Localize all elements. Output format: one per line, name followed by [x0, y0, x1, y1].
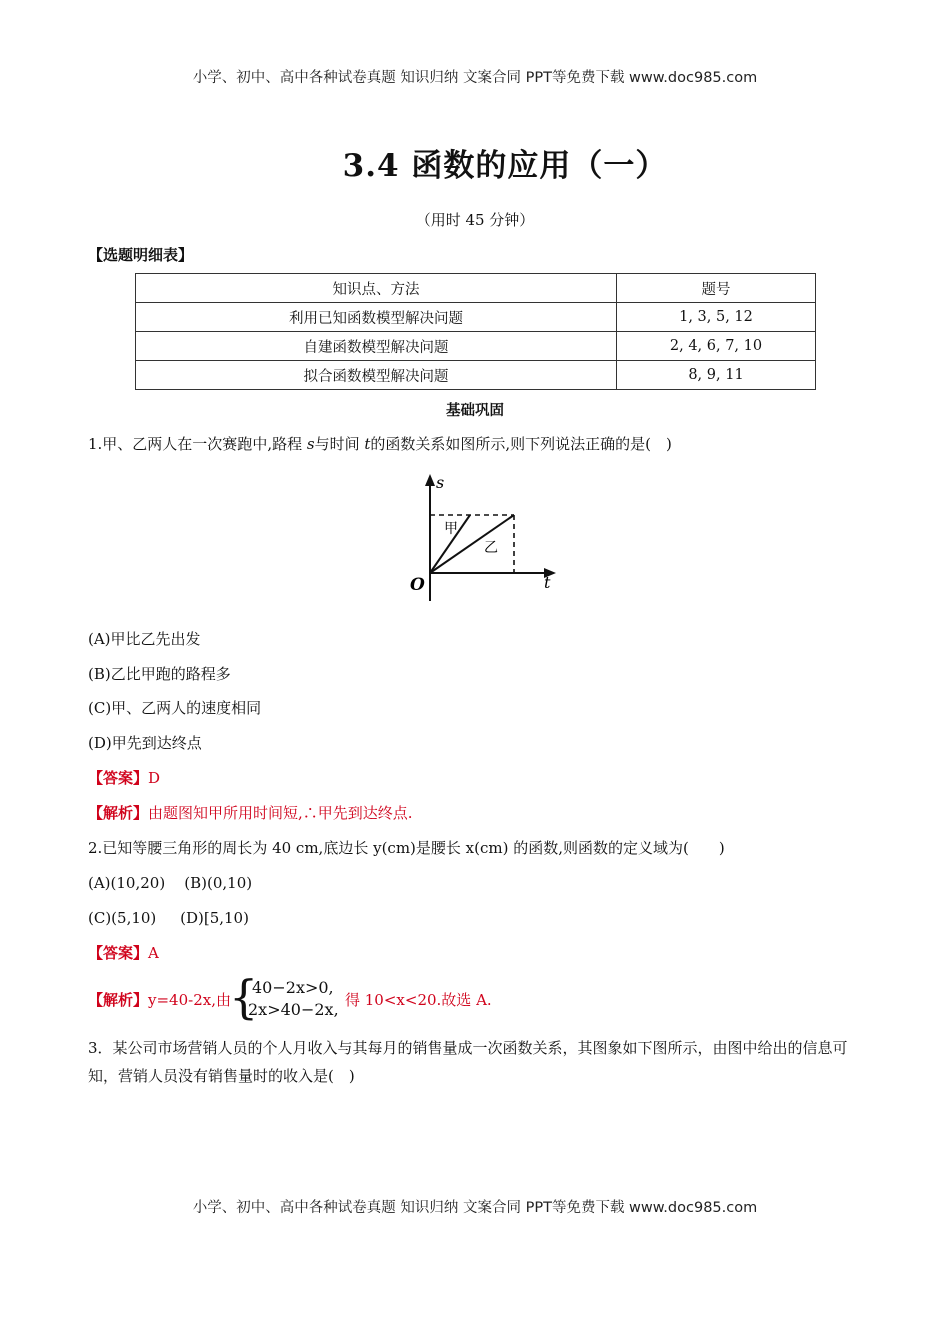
- table-row: [136, 303, 816, 332]
- q1-option-a: (A)甲比乙先出发: [88, 630, 201, 648]
- table-cell: 拟合函数模型解决问题: [136, 361, 617, 390]
- q2-options-2: (C)(5,10) (D)[5,10): [88, 909, 249, 927]
- q1-option-c: (C)甲、乙两人的速度相同: [88, 699, 262, 717]
- table-row: [136, 332, 816, 361]
- axis-label-t: t: [544, 573, 551, 592]
- q1-figure: [404, 470, 560, 606]
- page-footer: 小学、初中、高中各种试卷真题 知识归纳 文案合同 PPT等免费下载 www.doc985.com: [192, 1200, 758, 1216]
- topic-table: [135, 273, 816, 390]
- q2-options-1: (A)(10,20) (B)(0,10): [88, 874, 253, 892]
- table-cell: 自建函数模型解决问题: [136, 332, 617, 361]
- system-line-2: 2x>40−2x,: [248, 1000, 339, 1019]
- page-header: 小学、初中、高中各种试卷真题 知识归纳 文案合同 PPT等免费下载 www.doc985.com: [192, 70, 758, 86]
- line-label-yi: 乙: [484, 540, 498, 556]
- axis-label-s: s: [436, 473, 445, 492]
- table-label: 【选题明细表】: [88, 246, 194, 264]
- q1-analysis: 【解析】由题图知甲所用时间短,∴甲先到达终点.: [88, 804, 413, 822]
- system-line-1: 40−2x>0,: [252, 978, 334, 997]
- table-cell: 1, 3, 5, 12: [617, 303, 816, 332]
- table-cell: 8, 9, 11: [617, 361, 816, 390]
- table-header: 题号: [617, 274, 816, 303]
- section-title: 基础巩固: [446, 402, 504, 419]
- q3-stem: 3．某公司市场营销人员的个人月收入与其每月的销售量成一次函数关系，其图象如下图所示，由图中给出的信息可知，营销人员没有销售量时的收入是( ): [88, 1039, 848, 1085]
- page-title: 3.4 函数的应用（一）: [342, 148, 668, 184]
- q2-analysis-post: 得 10<x<20.故选 A.: [345, 991, 492, 1009]
- line-label-jia: 甲: [444, 521, 458, 537]
- q2-analysis-pre: 【解析】y=40-2x,由: [88, 991, 231, 1009]
- system-brace: {: [229, 970, 259, 1024]
- q1-answer: 【答案】D: [88, 769, 161, 787]
- q1-stem: 1.甲、乙两人在一次赛跑中,路程 s与时间 t的函数关系如图所示,则下列说法正确的是( ): [88, 435, 672, 453]
- time-note: （用时 45 分钟）: [415, 211, 535, 229]
- q1-option-d: (D)甲先到达终点: [88, 734, 202, 752]
- table-cell: 利用已知函数模型解决问题: [136, 303, 617, 332]
- q2-stem: 2.已知等腰三角形的周长为 40 cm,底边长 y(cm)是腰长 x(cm) 的函数,则函数的定义域为( ): [88, 839, 725, 857]
- q2-answer: 【答案】A: [88, 944, 159, 962]
- origin-label: O: [410, 575, 425, 595]
- table-header: 知识点、方法: [136, 274, 617, 303]
- table-cell: 2, 4, 6, 7, 10: [617, 332, 816, 361]
- table-row: [136, 361, 816, 390]
- table-header-row: [136, 274, 816, 303]
- q1-option-b: (B)乙比甲跑的路程多: [88, 665, 231, 683]
